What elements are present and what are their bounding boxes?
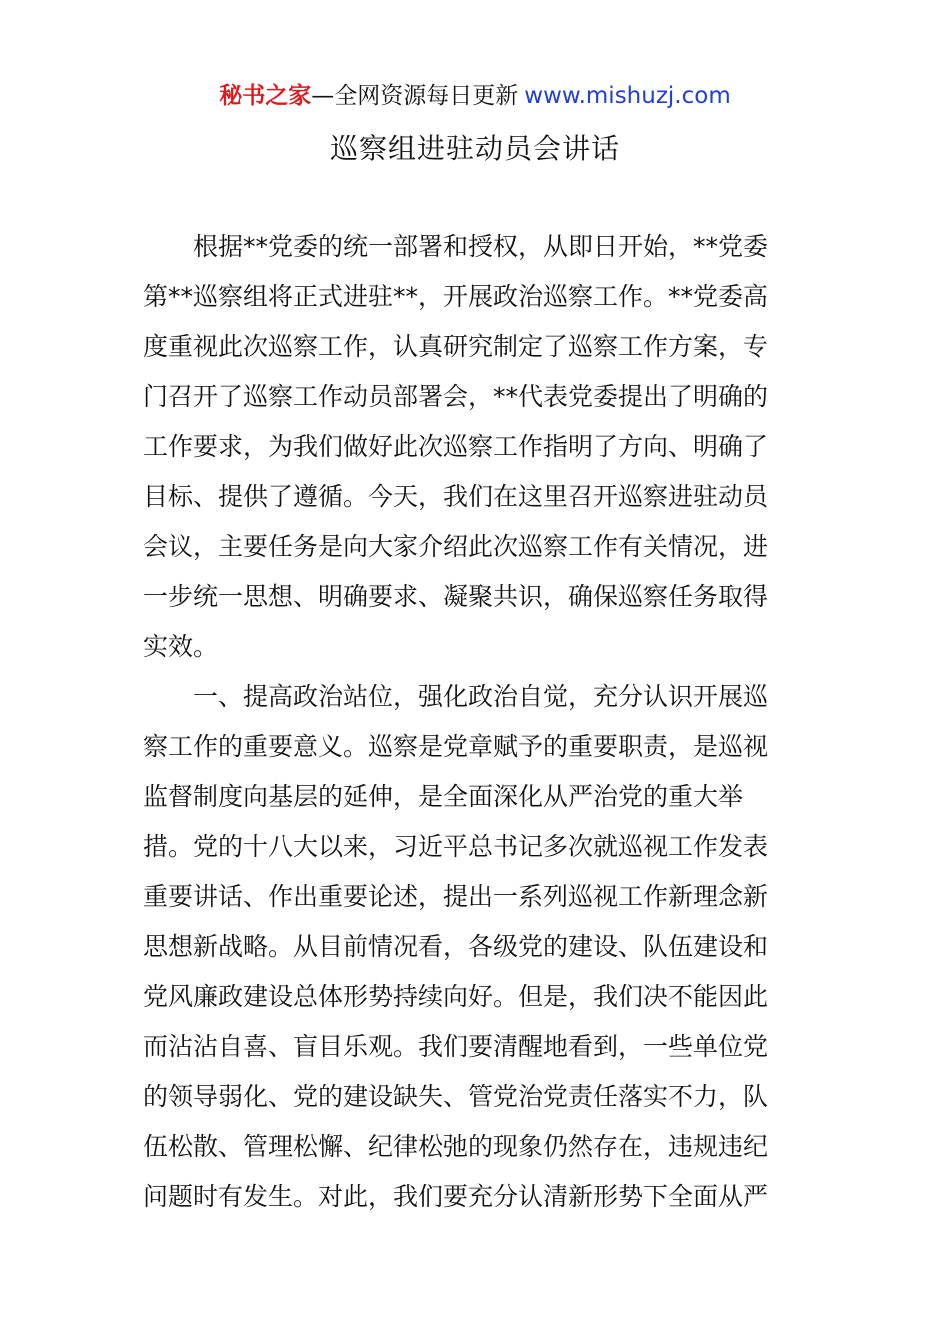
body-line: 会议，主要任务是向大家介绍此次巡察工作有关情况，进	[143, 532, 769, 561]
body-line: 目标、提供了遵循。今天，我们在这里召开巡察进驻动员	[143, 482, 769, 511]
body-line: 一步统一思想、明确要求、凝聚共识，确保巡察任务取得	[143, 582, 769, 611]
body-line: 根据**党委的统一部署和授权，从即日开始，**党委	[193, 232, 769, 261]
header-tagline: —全网资源每日更新	[311, 83, 519, 109]
body-line: 监督制度向基层的延伸，是全面深化从严治党的重大举	[143, 782, 744, 811]
brand-name: 秘书之家	[219, 83, 312, 109]
body-line: 问题时有发生。对此，我们要充分认清新形势下全面从严	[143, 1182, 769, 1211]
body-line: 实效。	[143, 632, 219, 661]
body-line: 而沾沾自喜、盲目乐观。我们要清醒地看到，一些单位党	[143, 1032, 769, 1061]
site-url-link[interactable]: www.mishuzj.com	[524, 83, 731, 109]
document-title: 巡察组进驻动员会讲话	[329, 132, 620, 165]
body-line: 的领导弱化、党的建设缺失、管党治党责任落实不力，队	[143, 1082, 769, 1111]
body-line: 工作要求，为我们做好此次巡察工作指明了方向、明确了	[143, 432, 769, 461]
body-line: 重要讲话、作出重要论述，提出一系列巡视工作新理念新	[143, 882, 769, 911]
body-line: 思想新战略。从目前情况看，各级党的建设、队伍建设和	[143, 932, 769, 961]
document-body	[143, 222, 808, 1222]
body-line: 第**巡察组将正式进驻**，开展政治巡察工作。**党委高	[143, 282, 769, 311]
body-line: 党风廉政建设总体形势持续向好。但是，我们决不能因此	[143, 982, 769, 1011]
body-line: 措。党的十八大以来，习近平总书记多次就巡视工作发表	[143, 832, 769, 861]
body-line: 察工作的重要意义。巡察是党章赋予的重要职责，是巡视	[143, 732, 769, 761]
site-header	[0, 80, 950, 112]
body-line: 度重视此次巡察工作，认真研究制定了巡察工作方案，专	[143, 332, 769, 361]
section-heading-line: 一、提高政治站位，强化政治自觉，充分认识开展巡	[193, 682, 769, 711]
body-line: 伍松散、管理松懈、纪律松弛的现象仍然存在，违规违纪	[143, 1132, 769, 1161]
body-line: 门召开了巡察工作动员部署会，**代表党委提出了明确的	[143, 382, 769, 411]
